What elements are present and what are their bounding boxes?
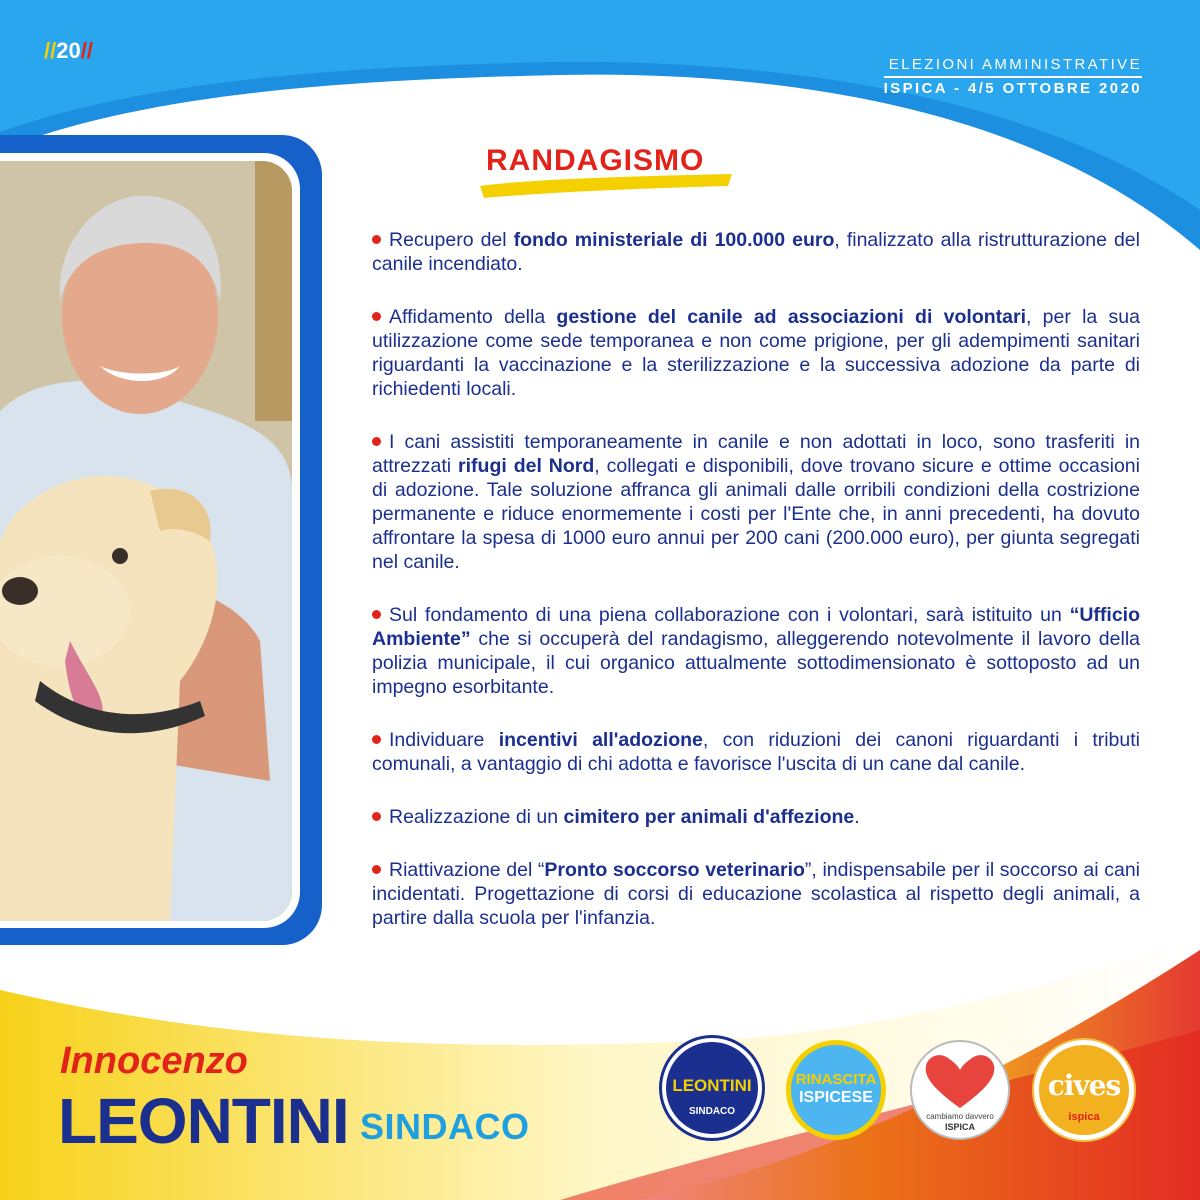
slash-decoration: // [80,38,93,63]
bullet-text: , finalizzato alla ristrutturazione del canile incendiato. [372,229,1140,275]
bullet-text: Recupero del [389,229,514,251]
bullet-text: . [854,806,860,828]
bullet-highlight: “Ufficio Ambiente” [372,604,1140,650]
candidate-with-dog-photo [0,161,292,921]
bullet-text: che si occuperà del randagismo, alleggerendo notevolmente il lavoro della polizia municipale, il cui organico attualmente sottodimensionato è sottoposto ad un impegno esorbitante. [372,628,1140,698]
bullet-highlight: cimitero per animali d'affezione [563,806,855,828]
bullet-dot-icon [372,865,381,874]
section-title: RANDAGISMO [486,144,705,177]
bullet-highlight: rifugi del Nord [458,455,595,477]
bullet-text: I cani assistiti temporaneamente in canile e non adottati in loco, sono trasferiti in attrezzati [372,431,1140,477]
bullet-highlight: incentivi all'adozione [498,729,703,751]
heart-icon [912,1046,1008,1116]
logo-name: LEONTINI [672,1076,752,1095]
slash-decoration: // [44,38,57,63]
bullet-text: Realizzazione di un [389,806,564,828]
bullet-text: , per la sua utilizzazione come sede temporanea e non come prigione, per gli adempimenti sanitari riguardanti la vaccinazione e la sterilizzazione e la successiva adozione da parte di richiedenti locali. [372,306,1140,400]
election-info [884,56,1142,98]
logo-sub: ispica [1068,1111,1100,1123]
cives-ispica-logo [1034,1040,1134,1140]
candidate-first-name: Innocenzo [60,1040,248,1082]
bullet-dot-icon [372,610,381,619]
bullet-text: Sul fondamento di una piena collaborazione con i volontari, sarà istituito un [389,604,1070,626]
logo-name: cives [1047,1069,1121,1102]
bullet-text: , con riduzioni dei canoni riguardanti i tributi comunali, a vantaggio di chi adotta e favorisce l'uscita di un cane dal canile. [372,729,1141,775]
bullet-dot-icon [372,735,381,744]
logo-name: cambiamo davvero [926,1112,994,1121]
program-bullet-list [372,228,1140,959]
page-number [44,38,93,64]
page-number-value: 20 [56,38,81,63]
bullet-dot-icon [372,235,381,244]
bullet-item [372,603,1140,699]
bullet-text: Affidamento della [389,306,557,328]
bullet-item [372,805,1140,829]
election-date: ISPICA - 4/5 OTTOBRE 2020 [883,80,1142,97]
logo-sub: ISPICA [944,1122,975,1132]
candidate-photo-frame [0,135,322,945]
bullet-item [372,228,1140,276]
logo-sub: ISPICESE [799,1089,873,1106]
bullet-dot-icon [372,437,381,446]
section-title-wrap [470,140,740,210]
candidate-last-name: LEONTINI [58,1085,349,1157]
rinascita-ispicese-logo [786,1040,886,1140]
bullet-text: Riattivazione del “ [389,859,545,881]
photo-illustration [0,161,292,921]
bullet-text: Individuare [389,729,499,751]
cambiamo-davvero-logo [910,1040,1010,1140]
bullet-dot-icon [372,812,381,821]
bullet-item [372,305,1140,401]
bullet-text: ”, indispensabile per il soccorso ai cani incidentati. Progettazione di corsi di educazione scolastica al rispetto degli animali, a partire dalla scuola per l'infanzia. [372,859,1141,929]
bullet-item [372,430,1140,574]
bullet-highlight: fondo ministeriale di 100.000 euro [513,229,835,251]
bullet-item [372,728,1140,776]
logo-name: RINASCITA [795,1071,877,1088]
bullet-dot-icon [372,312,381,321]
election-divider [884,76,1142,78]
candidate-role: SINDACO [360,1106,530,1147]
leontini-sindaco-logo [662,1038,762,1138]
bullet-highlight: gestione del canile ad associazioni di volontari [556,306,1026,328]
bullet-text: , collegati e disponibili, dove trovano sicure e ottime occasioni di adozione. Tale soluzione affranca gli animali dalle orribili condizioni della costrizione permanente e riduce enormemente i costi per l'Ente che, in anni precedenti, ha dovuto affrontare la spesa di 1000 euro annui per 200 cani (200.000 euro), per giunta segregati nel canile. [372,455,1140,573]
election-title: ELEZIONI AMMINISTRATIVE [888,56,1142,73]
logo-sub: SINDACO [688,1106,736,1117]
bullet-item [372,858,1140,930]
bullet-highlight: Pronto soccorso veterinario [544,859,805,881]
